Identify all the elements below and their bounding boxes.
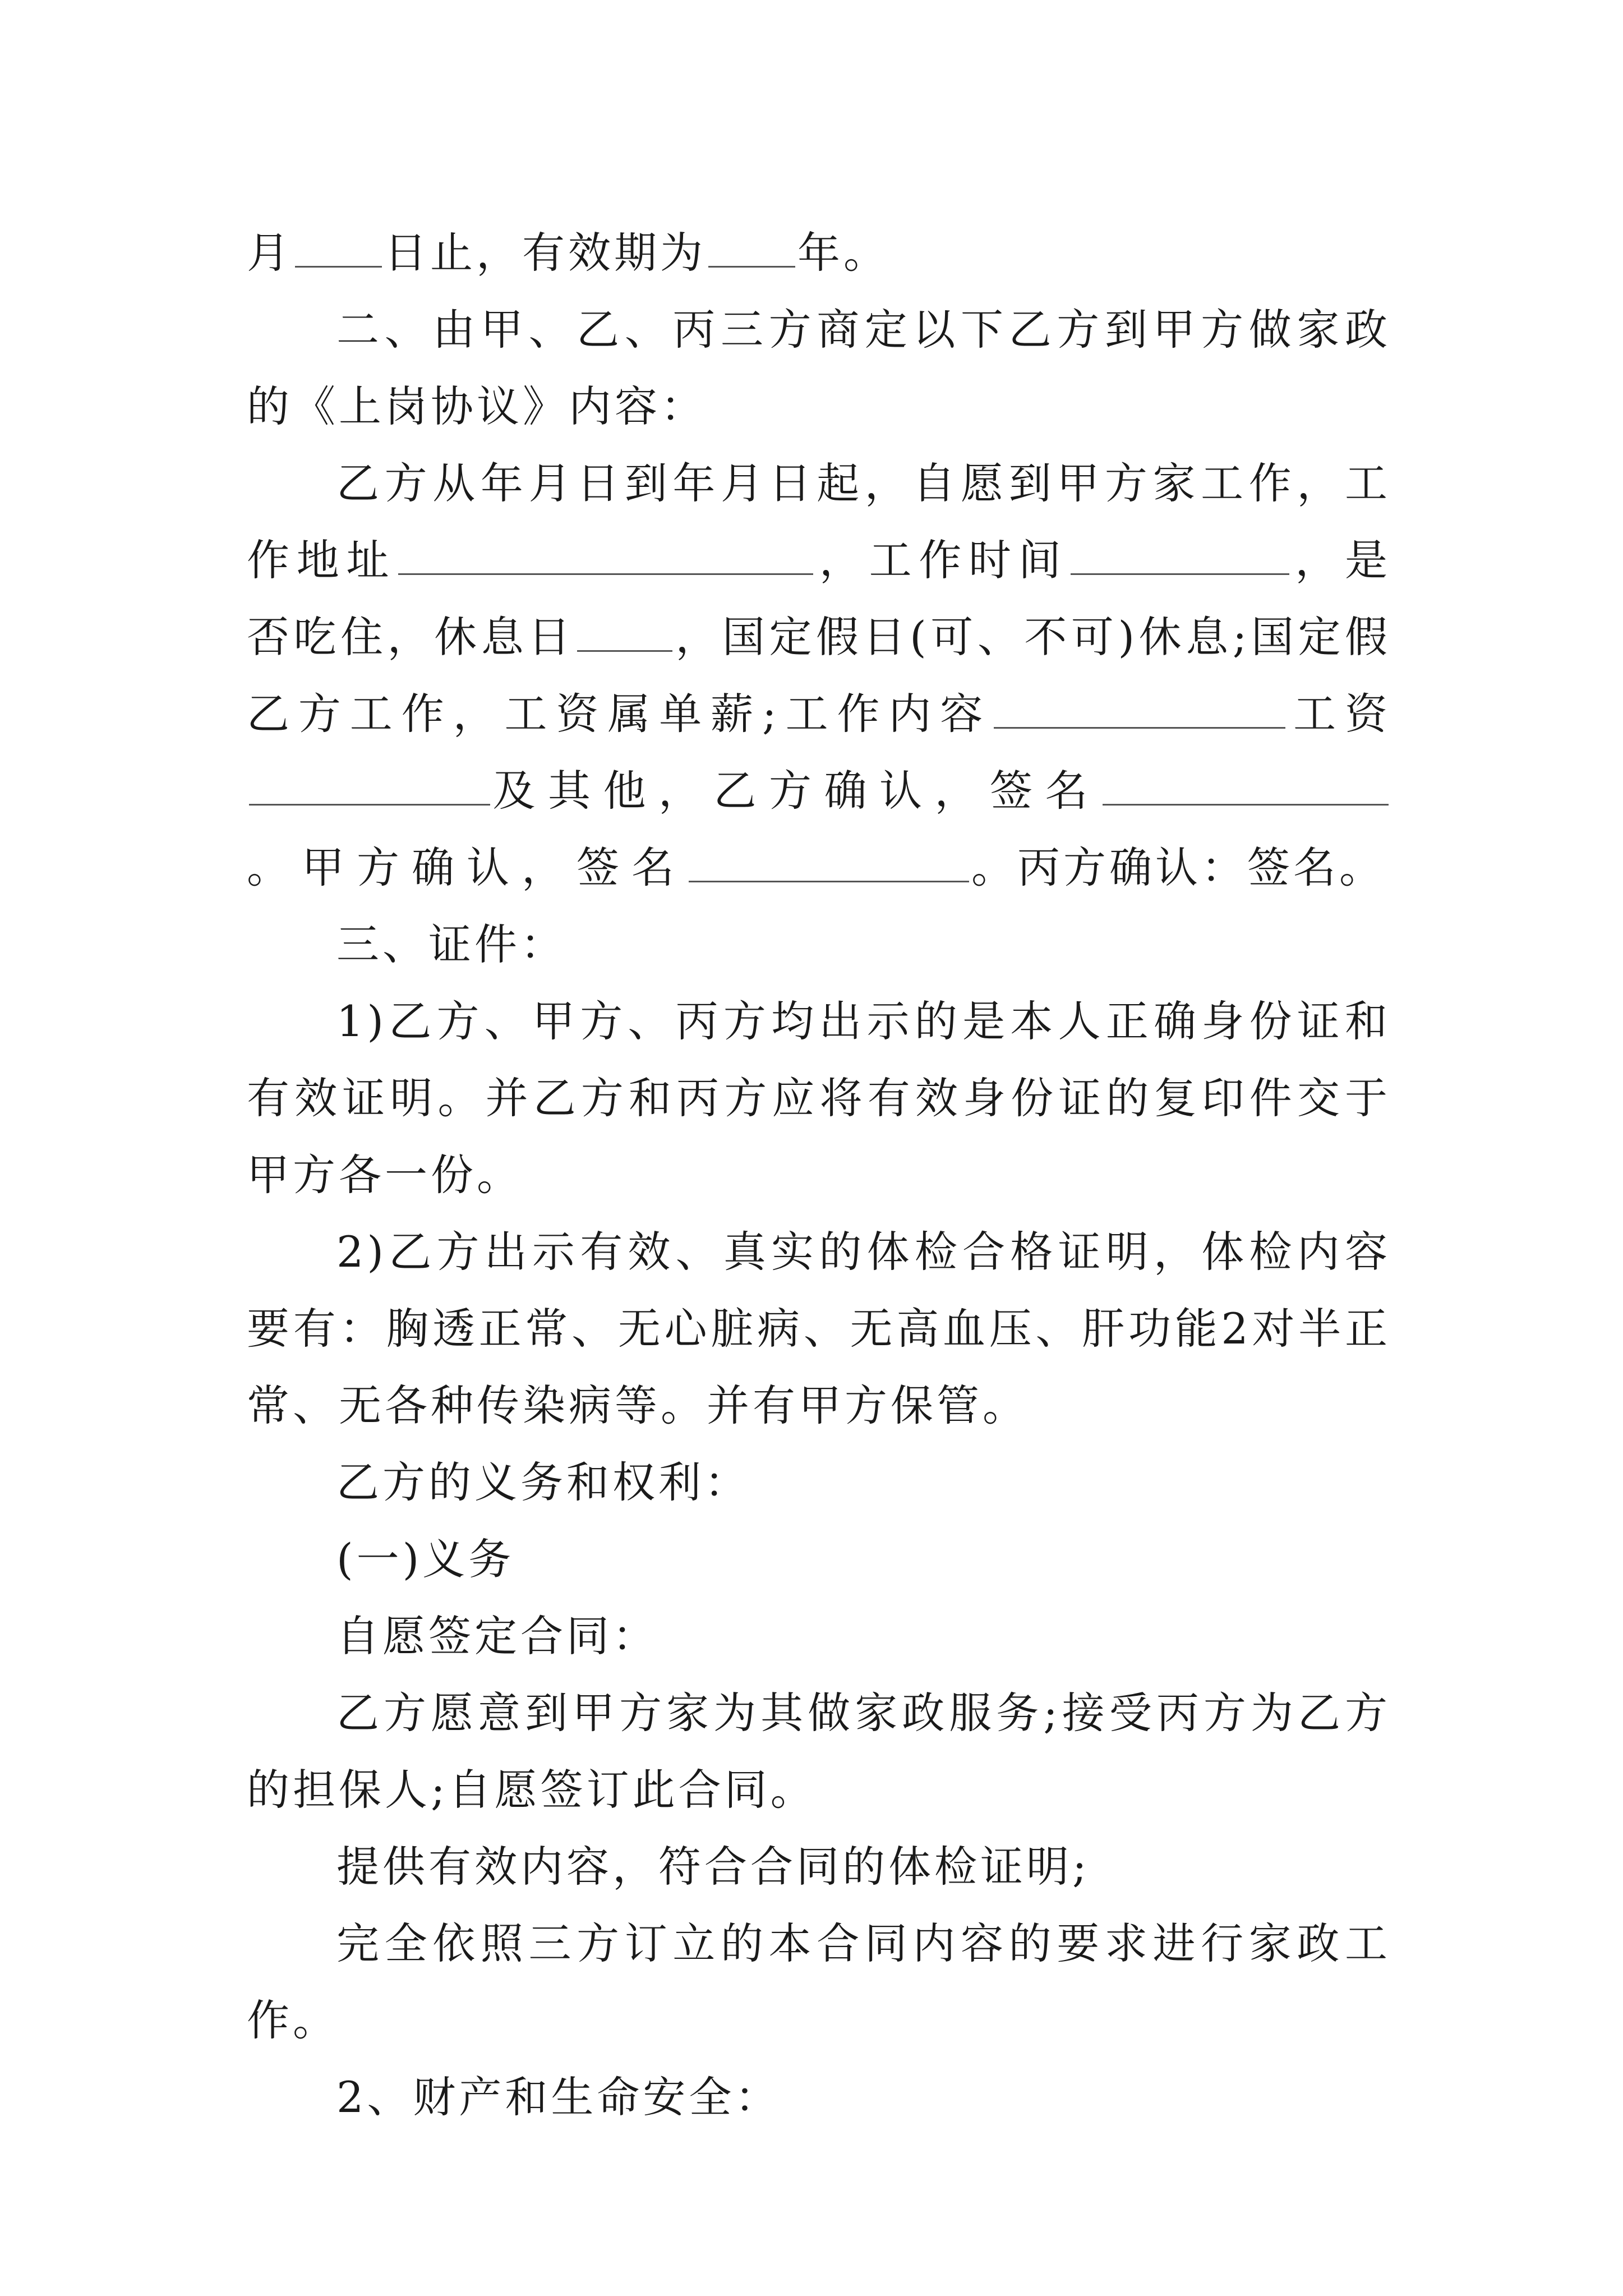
text-wage: 工资 — [1288, 689, 1391, 739]
blank-rest-day — [577, 611, 672, 652]
paragraph-work-agreement — [247, 445, 1391, 906]
text-board-rest: ，是否吃住，休息日 — [247, 535, 1391, 662]
item-property-safety: 2、财产和生命安全： — [336, 2072, 781, 2122]
item-follow-contract: 完全依照三方订立的本合同内容的要求进行家政工作。 — [247, 1918, 1391, 2045]
paragraph-voluntary-service: 乙方愿意到甲方家为其做家政服务;接受丙方为乙方的担保人;自愿签订此合同。 — [247, 1688, 1391, 1815]
blank-party-b-signature — [1103, 765, 1389, 806]
blank-party-a-signature — [689, 841, 969, 882]
text-year: 年。 — [797, 228, 889, 278]
paragraph-health-check: 2)乙方出示有效、真实的体检合格证明，体检内容要有：胸透正常、无心脏病、无高血压、肝功能2对半正常、无各种传染病等。并有甲方保管。 — [247, 1227, 1391, 1430]
text-month: 月 — [247, 228, 293, 278]
blank-work-address — [398, 534, 813, 575]
heading-obligations-rights: 乙方的义务和权利： — [336, 1457, 750, 1507]
paragraph-id-cards: 1)乙方、甲方、丙方均出示的是本人正确身份证和有效证明。并乙方和丙方应将有效身份证的复印件交于甲方各一份。 — [247, 996, 1391, 1200]
item-health-certificate: 提供有效内容，符合合同的体检证明; — [336, 1842, 1090, 1892]
item-voluntary-sign: 自愿签定合同： — [336, 1611, 658, 1661]
blank-work-content — [994, 688, 1285, 729]
text-work-start: 乙方从年月日到年月日起，自愿到甲方家工作，工作地址 — [247, 458, 1391, 585]
blank-day — [295, 227, 382, 268]
text-party-b-confirm: 及其他，乙方确认，签名 — [492, 766, 1100, 816]
heading-documents: 三、证件： — [336, 919, 566, 969]
paragraph-validity — [247, 214, 1391, 291]
document-body — [247, 214, 1391, 2136]
text-work-time: ，工作时间 — [815, 535, 1068, 585]
paragraph-section-two: 二、由甲、乙、丙三方商定以下乙方到甲方做家政的《上岗协议》内容： — [247, 305, 1391, 431]
blank-work-time — [1071, 534, 1289, 575]
text-party-c-confirm: 。丙方确认：签名。 — [971, 843, 1385, 892]
heading-obligations: (一)义务 — [336, 1534, 515, 1584]
text-holiday-content: ，国定假日(可、不可)休息;国定假乙方工作，工资属单薪;工作内容 — [247, 612, 1391, 739]
blank-years — [708, 227, 795, 268]
blank-wage — [249, 765, 490, 806]
text-until-validity: 日止，有效期为 — [384, 228, 706, 278]
text-party-a-confirm: 。甲方确认，签名 — [247, 843, 686, 892]
